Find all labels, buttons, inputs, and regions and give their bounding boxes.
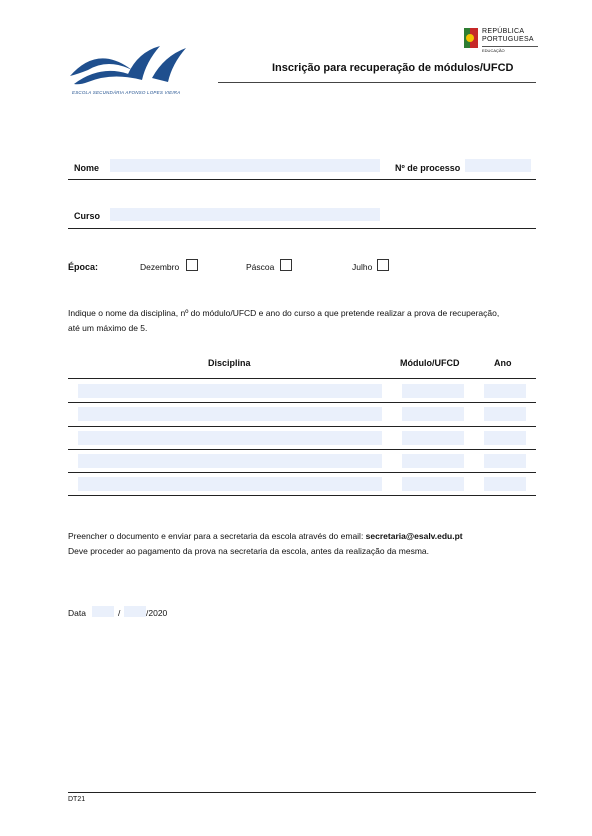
gov-emblem-icon [464, 28, 478, 48]
row3-line [68, 449, 536, 450]
row1-line [68, 402, 536, 403]
table-header-line [68, 378, 536, 379]
epoca-pascoa-label: Páscoa [246, 262, 275, 272]
row1-modulo-field[interactable] [402, 384, 464, 398]
row2-disciplina-field[interactable] [78, 407, 382, 421]
instructions-line2: até um máximo de 5. [68, 323, 148, 333]
epoca-pascoa-checkbox[interactable] [280, 259, 292, 271]
nome-field[interactable] [110, 159, 380, 172]
row4-ano-field[interactable] [484, 454, 526, 468]
row5-disciplina-field[interactable] [78, 477, 382, 491]
title-underline [218, 82, 536, 83]
nome-row-line [68, 179, 536, 180]
row5-line [68, 495, 536, 496]
table-header-ano: Ano [494, 358, 512, 368]
date-label: Data [68, 608, 86, 618]
row5-ano-field[interactable] [484, 477, 526, 491]
row2-ano-field[interactable] [484, 407, 526, 421]
school-logo-icon [68, 40, 190, 90]
epoca-dezembro-label: Dezembro [140, 262, 180, 272]
curso-field[interactable] [110, 208, 380, 221]
nome-label: Nome [74, 163, 100, 173]
gov-line1: REPÚBLICA [482, 28, 525, 35]
row3-disciplina-field[interactable] [78, 431, 382, 445]
date-separator: / [118, 608, 121, 618]
table-header-modulo: Módulo/UFCD [400, 358, 460, 368]
footer-line [68, 792, 536, 793]
doc-code: DT21 [68, 796, 86, 803]
row4-disciplina-field[interactable] [78, 454, 382, 468]
gov-sub: EDUCAÇÃO [482, 48, 505, 53]
row5-modulo-field[interactable] [402, 477, 464, 491]
processo-label: Nº de processo [395, 163, 461, 173]
school-logo-text: ESCOLA SECUNDÁRIA AFONSO LOPES VIEIRA [72, 90, 181, 95]
curso-label: Curso [74, 211, 101, 221]
instructions-line1: Indique o nome da disciplina, nº do módulo/UFCD e ano do curso a que pretende realizar a prova de recuperação, [68, 308, 500, 318]
email-link[interactable]: secretaria@esalv.edu.pt [365, 531, 463, 541]
date-month-field[interactable] [124, 606, 146, 617]
epoca-julho-label: Julho [352, 262, 373, 272]
row3-ano-field[interactable] [484, 431, 526, 445]
curso-row-line [68, 228, 536, 229]
row2-line [68, 426, 536, 427]
payment-text: Deve proceder ao pagamento da prova na secretaria da escola, antes da realização da mesma. [68, 546, 429, 556]
processo-field[interactable] [465, 159, 531, 172]
epoca-julho-checkbox[interactable] [377, 259, 389, 271]
table-header-disciplina: Disciplina [208, 358, 251, 368]
page-title: Inscrição para recuperação de módulos/UFCD [272, 62, 514, 74]
row3-modulo-field[interactable] [402, 431, 464, 445]
row1-disciplina-field[interactable] [78, 384, 382, 398]
row1-ano-field[interactable] [484, 384, 526, 398]
epoca-label: Época: [68, 262, 99, 272]
date-day-field[interactable] [92, 606, 114, 617]
row4-line [68, 472, 536, 473]
epoca-dezembro-checkbox[interactable] [186, 259, 198, 271]
row4-modulo-field[interactable] [402, 454, 464, 468]
send-instructions [68, 531, 463, 541]
school-logo [68, 40, 190, 100]
row2-modulo-field[interactable] [402, 407, 464, 421]
send-text: Preencher o documento e enviar para a secretaria da escola através do email: [68, 531, 366, 541]
gov-line2: PORTUGUESA [482, 36, 534, 43]
gov-logo [464, 28, 544, 56]
date-year: /2020 [146, 608, 168, 618]
